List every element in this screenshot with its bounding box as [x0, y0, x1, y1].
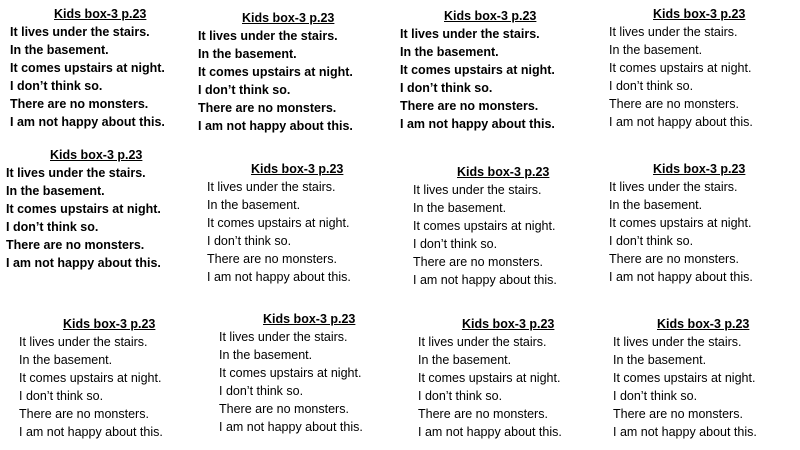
card-line: It comes upstairs at night. [609, 216, 752, 230]
card-line: It comes upstairs at night. [219, 366, 362, 380]
card-line: I don’t think so. [207, 234, 292, 248]
card-line: It lives under the stairs. [609, 25, 738, 39]
card-line: It comes upstairs at night. [613, 371, 756, 385]
card-line: There are no monsters. [207, 252, 337, 266]
card-line: It comes upstairs at night. [609, 61, 752, 75]
card-line: There are no monsters. [613, 407, 743, 421]
card-line: In the basement. [6, 184, 105, 198]
card-line: There are no monsters. [609, 252, 739, 266]
card-line: In the basement. [613, 353, 707, 367]
card-line: It comes upstairs at night. [400, 63, 555, 77]
card-line: I am not happy about this. [6, 256, 161, 270]
card-line: It lives under the stairs. [609, 180, 738, 194]
card-line: It comes upstairs at night. [413, 219, 556, 233]
card-line: I am not happy about this. [613, 425, 757, 439]
card-line: There are no monsters. [418, 407, 548, 421]
card-line: I don’t think so. [6, 220, 99, 234]
card-line: It lives under the stairs. [19, 335, 148, 349]
card-line: It lives under the stairs. [207, 180, 336, 194]
card-title: Kids box-3 p.23 [50, 148, 143, 162]
text-card-1 [10, 6, 165, 131]
card-line: It lives under the stairs. [219, 330, 348, 344]
card-line: There are no monsters. [6, 238, 145, 252]
card-title: Kids box-3 p.23 [657, 317, 750, 331]
card-title: Kids box-3 p.23 [242, 11, 335, 25]
card-line: I don’t think so. [219, 384, 304, 398]
card-line: I am not happy about this. [400, 117, 555, 131]
card-line: I don’t think so. [613, 389, 698, 403]
card-line: In the basement. [609, 43, 703, 57]
card-line: I am not happy about this. [609, 270, 753, 284]
card-line: I don’t think so. [609, 234, 694, 248]
card-title: Kids box-3 p.23 [251, 162, 344, 176]
card-title: Kids box-3 p.23 [457, 165, 550, 179]
card-title: Kids box-3 p.23 [54, 7, 147, 21]
card-title: Kids box-3 p.23 [63, 317, 156, 331]
card-line: There are no monsters. [219, 402, 349, 416]
card-line: I am not happy about this. [413, 273, 557, 287]
card-line: It lives under the stairs. [418, 335, 547, 349]
card-line: I don’t think so. [10, 79, 103, 93]
card-line: It comes upstairs at night. [19, 371, 162, 385]
card-line: I am not happy about this. [219, 420, 363, 434]
card-title: Kids box-3 p.23 [653, 7, 746, 21]
card-line: In the basement. [609, 198, 703, 212]
card-title: Kids box-3 p.23 [653, 162, 746, 176]
card-line: It lives under the stairs. [198, 29, 338, 43]
card-line: In the basement. [219, 348, 313, 362]
card-line: It comes upstairs at night. [207, 216, 350, 230]
card-line: There are no monsters. [198, 101, 337, 115]
card-line: In the basement. [19, 353, 113, 367]
card-line: It comes upstairs at night. [10, 61, 165, 75]
text-card-11 [418, 316, 562, 441]
card-line: It lives under the stairs. [413, 183, 542, 197]
card-line: There are no monsters. [10, 97, 149, 111]
text-card-7 [413, 164, 557, 289]
card-line: In the basement. [207, 198, 301, 212]
text-card-5 [6, 147, 161, 272]
card-line: It lives under the stairs. [6, 166, 146, 180]
text-card-2 [198, 10, 353, 135]
card-title: Kids box-3 p.23 [462, 317, 555, 331]
text-card-6 [207, 161, 351, 286]
card-line: In the basement. [418, 353, 512, 367]
card-line: It comes upstairs at night. [198, 65, 353, 79]
card-line: It lives under the stairs. [613, 335, 742, 349]
card-line: In the basement. [198, 47, 297, 61]
card-line: I am not happy about this. [609, 115, 753, 129]
card-line: There are no monsters. [19, 407, 149, 421]
card-line: I am not happy about this. [418, 425, 562, 439]
card-line: I don’t think so. [609, 79, 694, 93]
card-line: I am not happy about this. [207, 270, 351, 284]
card-line: There are no monsters. [609, 97, 739, 111]
card-line: I don’t think so. [198, 83, 291, 97]
card-line: In the basement. [10, 43, 109, 57]
card-title: Kids box-3 p.23 [263, 312, 356, 326]
text-card-3 [400, 8, 555, 133]
text-card-8 [609, 161, 753, 286]
text-card-12 [613, 316, 757, 441]
card-title: Kids box-3 p.23 [444, 9, 537, 23]
card-line: In the basement. [413, 201, 507, 215]
card-line: There are no monsters. [400, 99, 539, 113]
card-line: It comes upstairs at night. [6, 202, 161, 216]
card-line: In the basement. [400, 45, 499, 59]
card-line: I don’t think so. [413, 237, 498, 251]
text-card-4 [609, 6, 753, 131]
card-line: It comes upstairs at night. [418, 371, 561, 385]
card-line: I am not happy about this. [198, 119, 353, 133]
card-line: It lives under the stairs. [10, 25, 150, 39]
card-line: It lives under the stairs. [400, 27, 540, 41]
text-card-10 [219, 311, 363, 436]
card-line: I don’t think so. [19, 389, 104, 403]
card-line: I don’t think so. [418, 389, 503, 403]
card-line: There are no monsters. [413, 255, 543, 269]
card-line: I am not happy about this. [19, 425, 163, 439]
text-card-9 [19, 316, 163, 441]
card-line: I don’t think so. [400, 81, 493, 95]
card-line: I am not happy about this. [10, 115, 165, 129]
